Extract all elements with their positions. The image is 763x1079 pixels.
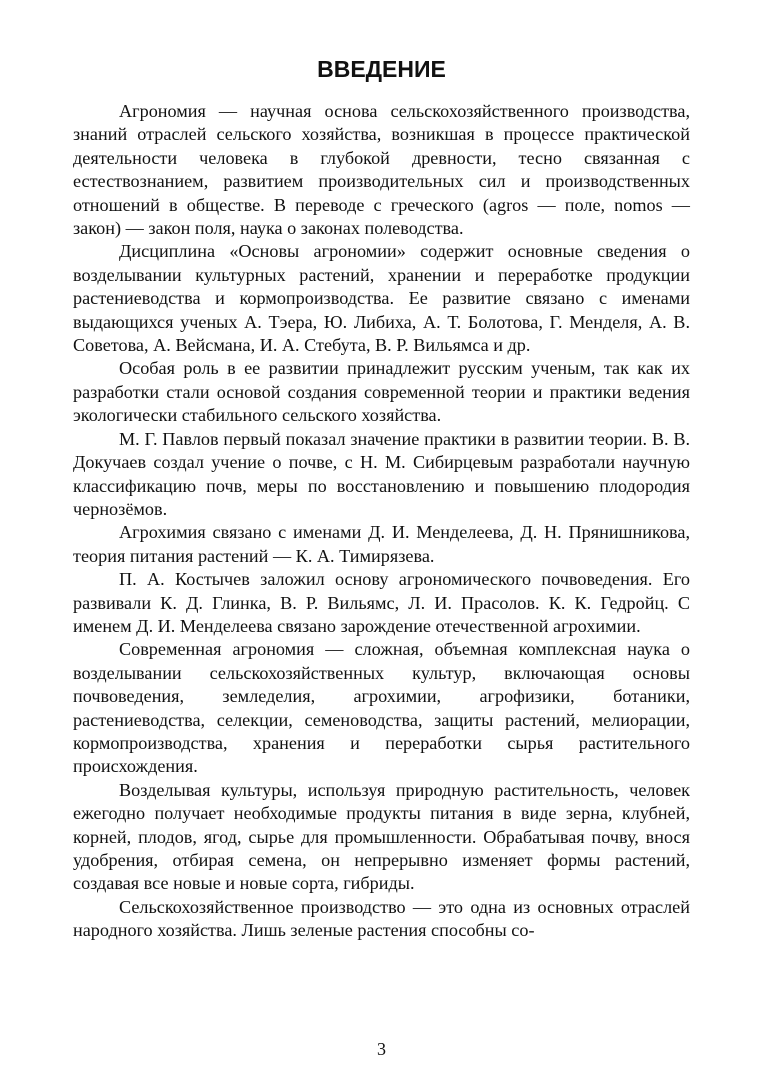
paragraph: Дисциплина «Основы агрономии» содержит основные сведения о возделывании культурных растений, хранении и переработке продукции растениеводства и кормопроизводства. Ее развитие связано с именами выдающихся ученых А. Тэера, Ю. Либиха, А. Т. Болотова, Г. Менделя, А. В. Советова, А. Вейсмана, И. А. Стебута, В. Р. Вильямса и др. [73, 241, 690, 356]
paragraph: Возделывая культуры, используя природную растительность, человек ежегодно получает необходимые продукты питания в виде зерна, клубней, корней, плодов, ягод, сырье для промышленности. Обрабатывая почву, внося удобрения, отбирая семена, он непрерывно изменяет формы растений, создавая все новые и новые сорта, гибриды. [73, 779, 690, 894]
paragraph: Современная агрономия — сложная, объемная комплексная наука о возделывании сельскохозяйственных культур, включающая основы почвоведения, земледелия, агрохимии, агрофизики, ботаники, растениеводства, селекции, семеноводства, защиты растений, мелиорации, кормопроизводства, хранения и переработки сырья растительного происхождения. [73, 639, 690, 777]
paragraph: Особая роль в ее развитии принадлежит русским ученым, так как их разработки стали основой создания современной теории и практики ведения экологически стабильного сельского хозяйства. [73, 358, 690, 426]
paragraph: П. А. Костычев заложил основу агрономического почвоведения. Его развивали К. Д. Глинка, В. Р. Вильямс, Л. И. Прасолов. К. К. Гедройц. С именем Д. И. Менделеева связано зарождение отечественной агрохимии. [73, 569, 690, 636]
paragraph: М. Г. Павлов первый показал значение практики в развитии теории. В. В. Докучаев создал учение о почве, с Н. М. Сибирцевым разработали научную классификацию почв, меры по восстановлению и повышению плодородия чернозёмов. [73, 428, 690, 519]
paragraph: Сельскохозяйственное производство — это одна из основных отраслей народного хозяйства. Лишь зеленые растения способны со- [73, 896, 690, 941]
body-text [73, 100, 690, 943]
paragraph: Агрономия — научная основа сельскохозяйственного производства, знаний отраслей сельского хозяйства, возникшая в процессе практической деятельности человека в глубокой древности, тесно связанная с естествознанием, развитием производительных сил и производственных отношений в обществе. В переводе с греческого (agros — поле, nomos — закон) — закон поля, наука о законах полеводства. [73, 101, 690, 239]
page-number: 3 [377, 1039, 386, 1059]
paragraph: Агрохимия связано с именами Д. И. Менделеева, Д. Н. Прянишникова, теория питания растений — К. А. Тимирязева. [73, 522, 690, 566]
page-title: ВВЕДЕНИЕ [317, 56, 446, 82]
